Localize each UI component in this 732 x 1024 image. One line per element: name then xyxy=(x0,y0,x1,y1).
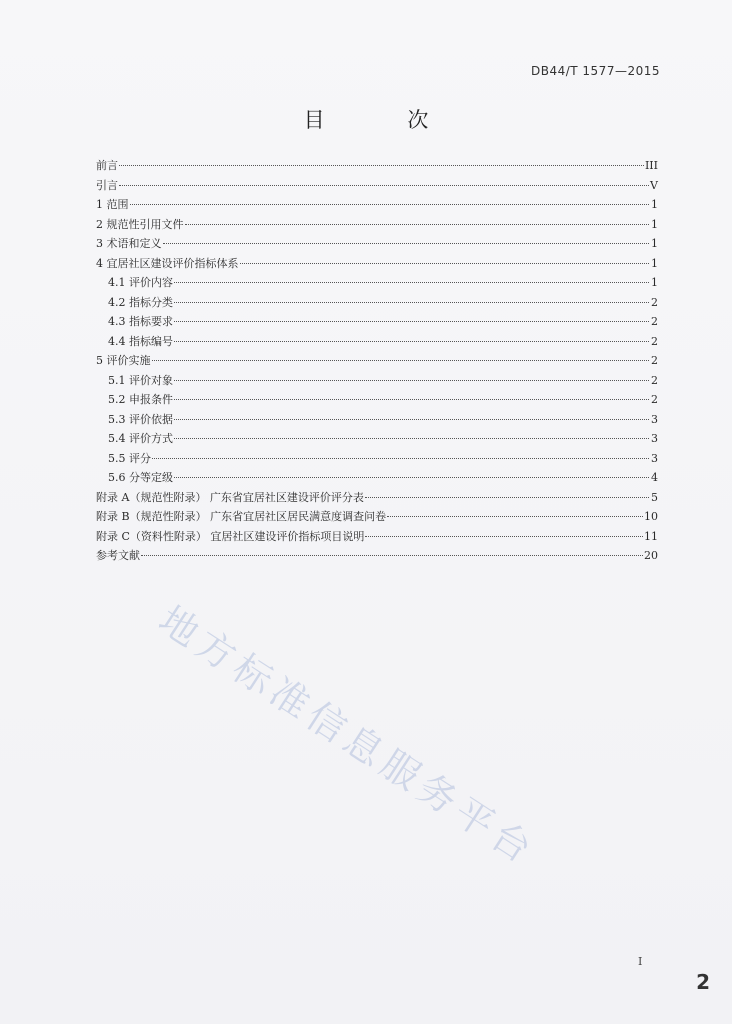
toc-entry-label: 1 范围 xyxy=(96,198,129,211)
toc-entry-page: 5 xyxy=(651,490,658,504)
toc-leader-dots xyxy=(240,263,650,264)
toc-leader-dots xyxy=(387,516,643,517)
toc-entry-label: 4.3 指标要求 xyxy=(108,315,173,328)
table-of-contents xyxy=(96,156,658,566)
toc-entry-page: 1 xyxy=(651,237,658,250)
toc-leader-dots xyxy=(119,185,649,186)
toc-entry-page: 20 xyxy=(644,549,658,562)
toc-entry-page: 1 xyxy=(651,217,658,231)
toc-entry-page: 11 xyxy=(644,529,658,543)
toc-entry-page: 4 xyxy=(651,471,658,484)
toc-entry[interactable] xyxy=(96,312,658,332)
toc-entry-page: 3 xyxy=(651,451,658,465)
toc-entry[interactable] xyxy=(96,449,658,469)
toc-entry-page: 2 xyxy=(651,334,658,348)
toc-leader-dots xyxy=(365,536,643,537)
watermark: 地方标准信息服务平台 xyxy=(151,597,545,875)
page-folio: I xyxy=(638,955,643,968)
toc-leader-dots xyxy=(174,282,649,283)
toc-entry-page: 1 xyxy=(651,256,658,270)
scan-page-number: 2 xyxy=(696,970,710,994)
toc-entry-page: 3 xyxy=(651,412,658,426)
toc-leader-dots xyxy=(174,419,649,420)
toc-entry-page: 2 xyxy=(651,315,658,328)
toc-entry[interactable] xyxy=(96,507,658,527)
toc-leader-dots xyxy=(174,477,649,478)
toc-entry[interactable] xyxy=(96,273,658,293)
toc-entry[interactable] xyxy=(96,176,658,196)
toc-entry[interactable] xyxy=(96,254,658,274)
toc-entry-label: 5.2 申报条件 xyxy=(108,393,173,406)
toc-leader-dots xyxy=(365,497,649,498)
toc-leader-dots xyxy=(174,438,649,439)
toc-entry[interactable] xyxy=(96,429,658,449)
toc-entry-page: V xyxy=(650,178,658,192)
toc-entry-page: 10 xyxy=(644,510,658,523)
toc-leader-dots xyxy=(141,555,643,556)
toc-leader-dots xyxy=(119,165,644,166)
toc-entry-page: 1 xyxy=(651,276,658,289)
toc-leader-dots xyxy=(130,204,650,205)
toc-entry-label: 5.4 评价方式 xyxy=(108,432,173,445)
toc-entry[interactable] xyxy=(96,234,658,254)
toc-entry-label: 4 宜居社区建设评价指标体系 xyxy=(96,256,239,270)
document-code: DB44/T 1577—2015 xyxy=(530,64,660,78)
toc-entry[interactable] xyxy=(96,215,658,235)
toc-title: 目 次 xyxy=(303,108,467,132)
toc-entry-label: 参考文献 xyxy=(96,549,140,562)
toc-entry-label: 5 评价实施 xyxy=(96,354,151,367)
toc-entry[interactable] xyxy=(96,410,658,430)
toc-entry-label: 5.5 评分 xyxy=(108,451,151,465)
toc-entry-page: 2 xyxy=(651,354,658,367)
toc-entry-label: 5.6 分等定级 xyxy=(108,471,173,484)
toc-entry-page: 2 xyxy=(651,295,658,309)
toc-entry[interactable] xyxy=(96,195,658,215)
toc-entry[interactable] xyxy=(96,468,658,488)
toc-leader-dots xyxy=(152,360,650,361)
toc-entry[interactable] xyxy=(96,351,658,371)
toc-leader-dots xyxy=(174,321,649,322)
toc-leader-dots xyxy=(163,243,650,244)
toc-entry-label: 附录 A（规范性附录） 广东省宜居社区建设评价评分表 xyxy=(96,490,364,504)
toc-entry-label: 3 术语和定义 xyxy=(96,237,162,250)
toc-entry-label: 5.3 评价依据 xyxy=(108,412,173,426)
toc-entry-label: 附录 B（规范性附录） 广东省宜居社区居民满意度调查问卷 xyxy=(96,510,387,523)
toc-entry-page: 3 xyxy=(651,432,658,445)
toc-entry[interactable] xyxy=(96,371,658,391)
toc-entry-label: 4.2 指标分类 xyxy=(108,295,173,309)
toc-entry-page: III xyxy=(644,159,658,172)
toc-entry[interactable] xyxy=(96,527,658,547)
toc-leader-dots xyxy=(174,341,649,342)
toc-entry-page: 1 xyxy=(651,198,658,211)
toc-entry-label: 2 规范性引用文件 xyxy=(96,217,184,231)
toc-entry-label: 4.4 指标编号 xyxy=(108,334,173,348)
toc-leader-dots xyxy=(174,399,649,400)
toc-entry[interactable] xyxy=(96,546,658,566)
toc-entry[interactable] xyxy=(96,332,658,352)
toc-entry-label: 前言 xyxy=(96,159,118,172)
toc-entry[interactable] xyxy=(96,293,658,313)
toc-entry-label: 引言 xyxy=(96,178,118,192)
toc-entry-label: 附录 C（资料性附录） 宜居社区建设评价指标项目说明 xyxy=(96,529,365,543)
toc-entry-page: 2 xyxy=(651,393,658,406)
toc-entry[interactable] xyxy=(96,488,658,508)
toc-entry-page: 2 xyxy=(651,373,658,387)
toc-entry[interactable] xyxy=(96,390,658,410)
toc-leader-dots xyxy=(174,302,649,303)
toc-entry-label: 4.1 评价内容 xyxy=(108,276,173,289)
toc-leader-dots xyxy=(185,224,650,225)
toc-leader-dots xyxy=(174,380,649,381)
toc-entry[interactable] xyxy=(96,156,658,176)
toc-entry-label: 5.1 评价对象 xyxy=(108,373,173,387)
toc-leader-dots xyxy=(152,458,649,459)
